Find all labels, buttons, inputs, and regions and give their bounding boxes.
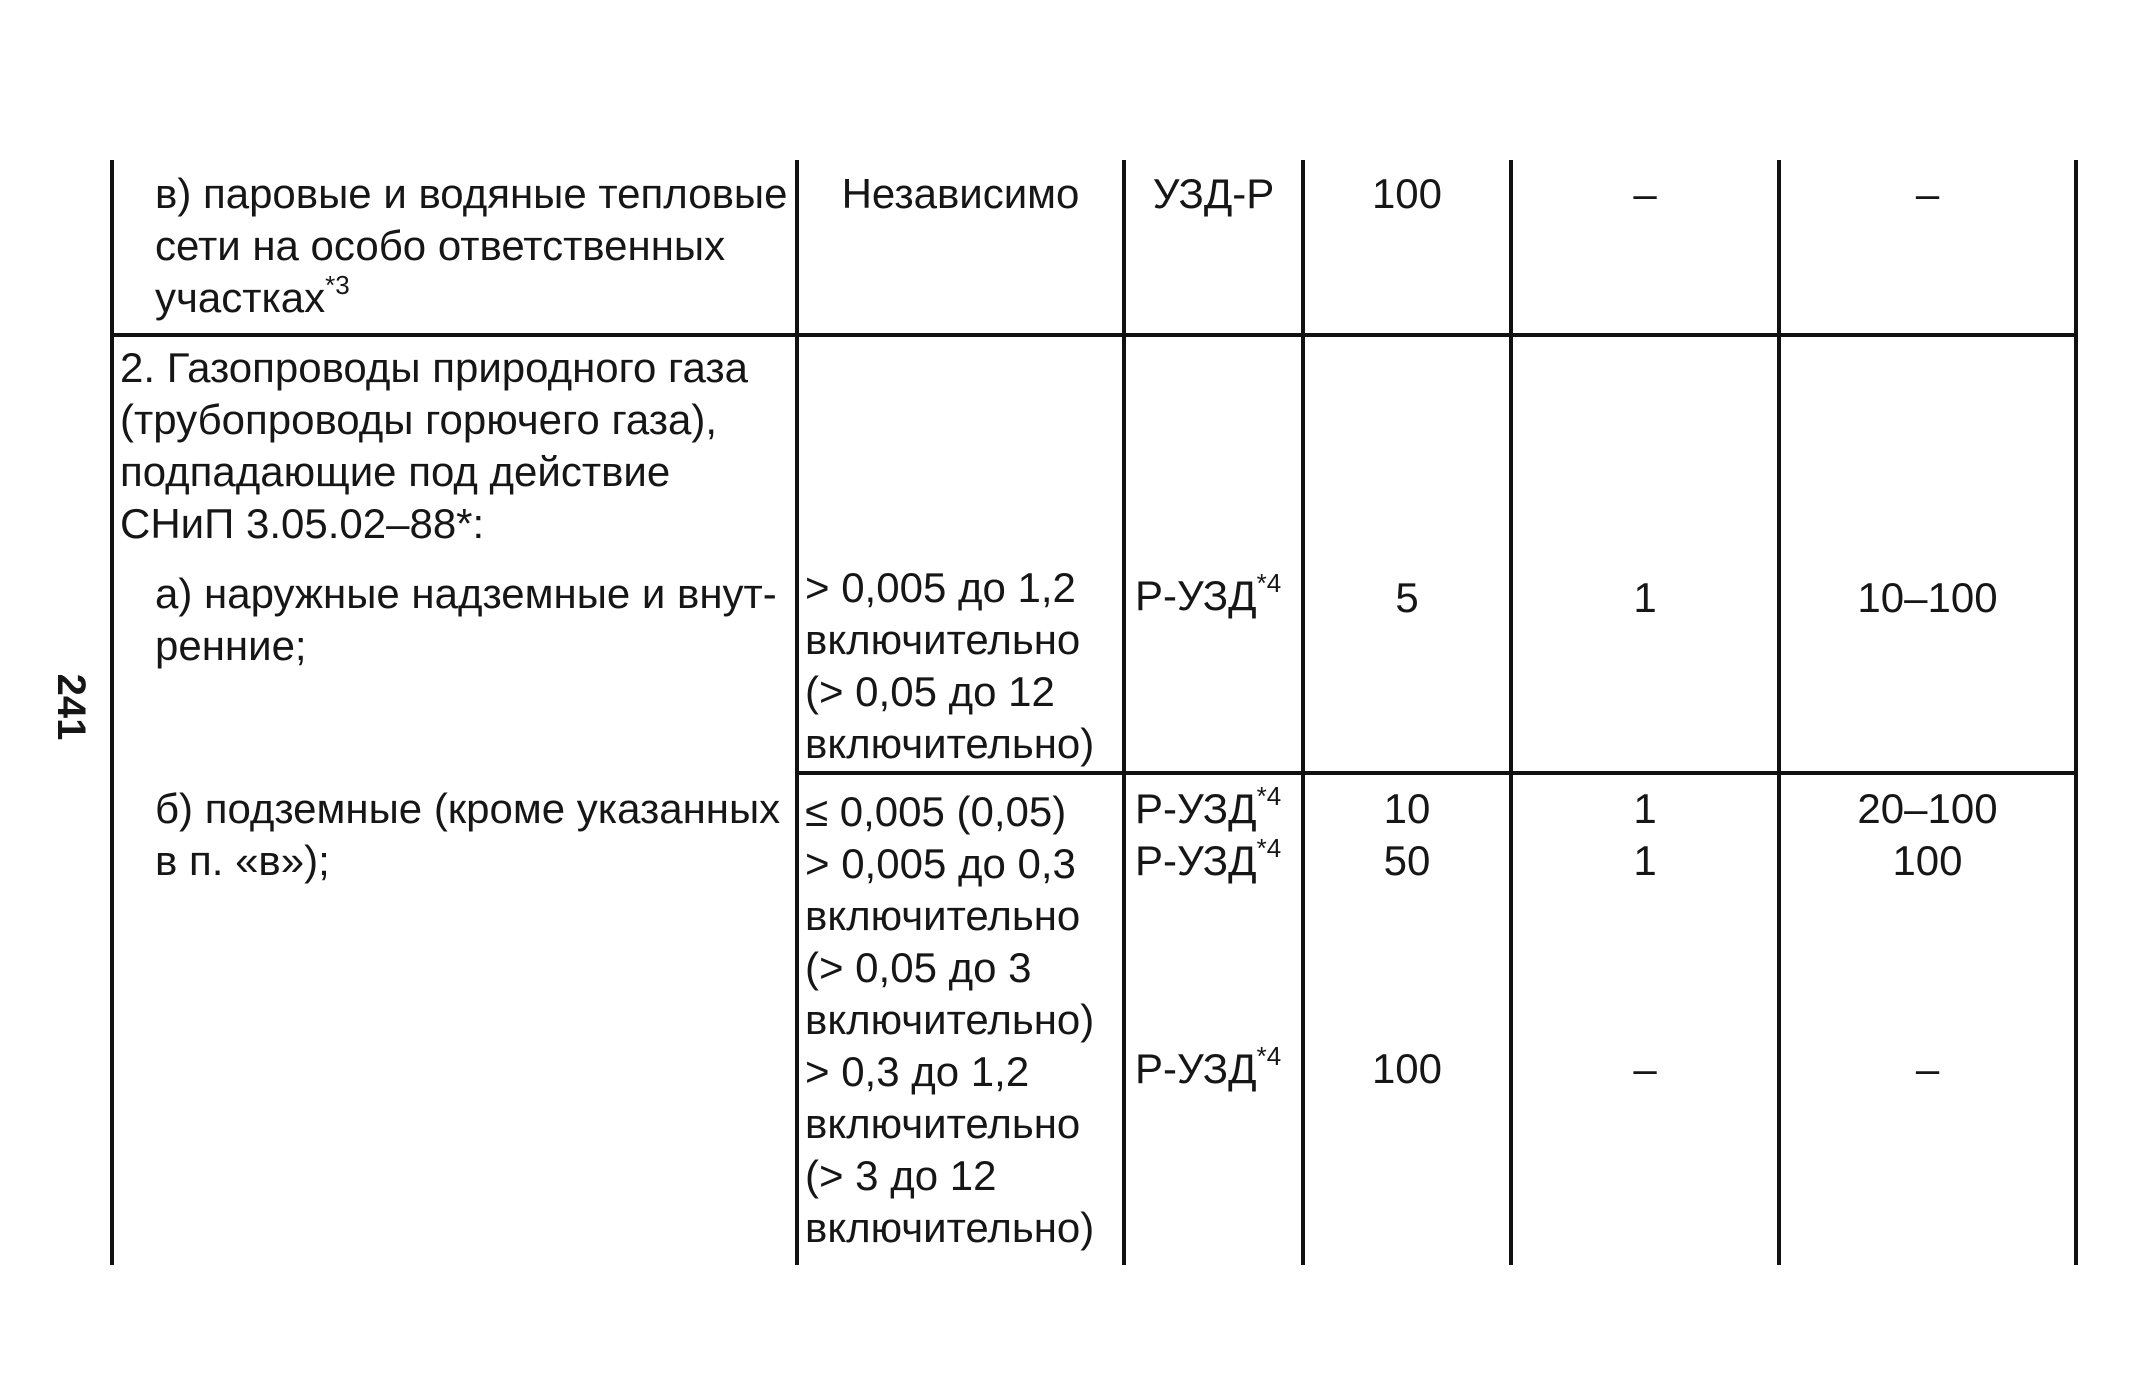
column-divider-2 xyxy=(1122,160,1126,1265)
row3-sub2-col5: 1 xyxy=(1633,837,1657,884)
row3-sub3-pressure: > 0,3 до 1,2 включительно (> 3 до 12 включительно) xyxy=(805,1048,1095,1251)
row2-percent: 5 xyxy=(1395,574,1419,621)
row3-description: б) подземные (кроме указанных в п. «в»); xyxy=(155,785,781,884)
row2-description: а) наружные надземные и внут- ренние; xyxy=(155,570,777,669)
row3-sub1-pressure: ≤ 0,005 (0,05) xyxy=(805,788,1067,835)
row3-sub1-col6: 20–100 xyxy=(1857,785,1998,832)
row3-sub3-col6: – xyxy=(1915,1045,1940,1092)
row3-sub2-pressure: > 0,005 до 0,3 включительно (> 0,05 до 3 включительно) xyxy=(805,840,1095,1043)
row1-col5: – xyxy=(1633,170,1657,217)
row3-sub1-method: Р-УЗД$^{*4}$ xyxy=(1135,781,1282,832)
column-divider-5 xyxy=(1777,160,1781,1265)
row2-method: Р-УЗД$^{*4}$ xyxy=(1135,568,1282,619)
row3-sub3-method: Р-УЗД$^{*4}$ xyxy=(1135,1041,1282,1092)
row3-sub3-col5: – xyxy=(1633,1045,1657,1092)
column-divider-4 xyxy=(1509,160,1513,1265)
row3-sub2-col6: 100 xyxy=(1892,837,1963,884)
row3-sub1-percent: 10 xyxy=(1383,785,1431,832)
column-divider-3 xyxy=(1301,160,1305,1265)
row3-sub2-method: Р-УЗД$^{*4}$ xyxy=(1135,833,1282,884)
page-number: 241 xyxy=(49,673,94,741)
row1-method: УЗД-Р xyxy=(1152,170,1275,217)
table-border-left xyxy=(110,160,114,1265)
row1-description: в) паровые и водяные тепловые сети на особо ответственных участках$^{*3}$ xyxy=(155,170,788,321)
row2-col5: 1 xyxy=(1633,574,1657,621)
row3-sub2-percent: 50 xyxy=(1383,837,1431,884)
row3-sub3-percent: 100 xyxy=(1371,1045,1443,1092)
row2-heading: 2. Газопроводы природного газа (трубопроводы горючего газа), подпадающие под действие СНиП 3.05.02–88*: xyxy=(120,344,748,547)
row-divider-1 xyxy=(110,333,2078,337)
row-divider-2 xyxy=(795,771,2078,775)
row1-col6: – xyxy=(1915,170,1940,217)
row2-col6: 10–100 xyxy=(1857,574,1998,621)
row1-pressure: Независимо xyxy=(841,170,1080,217)
row3-sub1-col5: 1 xyxy=(1633,785,1657,832)
column-divider-1 xyxy=(795,160,799,1265)
row2-pressure: > 0,005 до 1,2 включительно (> 0,05 до 12 включительно) xyxy=(805,564,1095,767)
table-border-right xyxy=(2074,160,2078,1265)
row1-percent: 100 xyxy=(1371,170,1443,217)
